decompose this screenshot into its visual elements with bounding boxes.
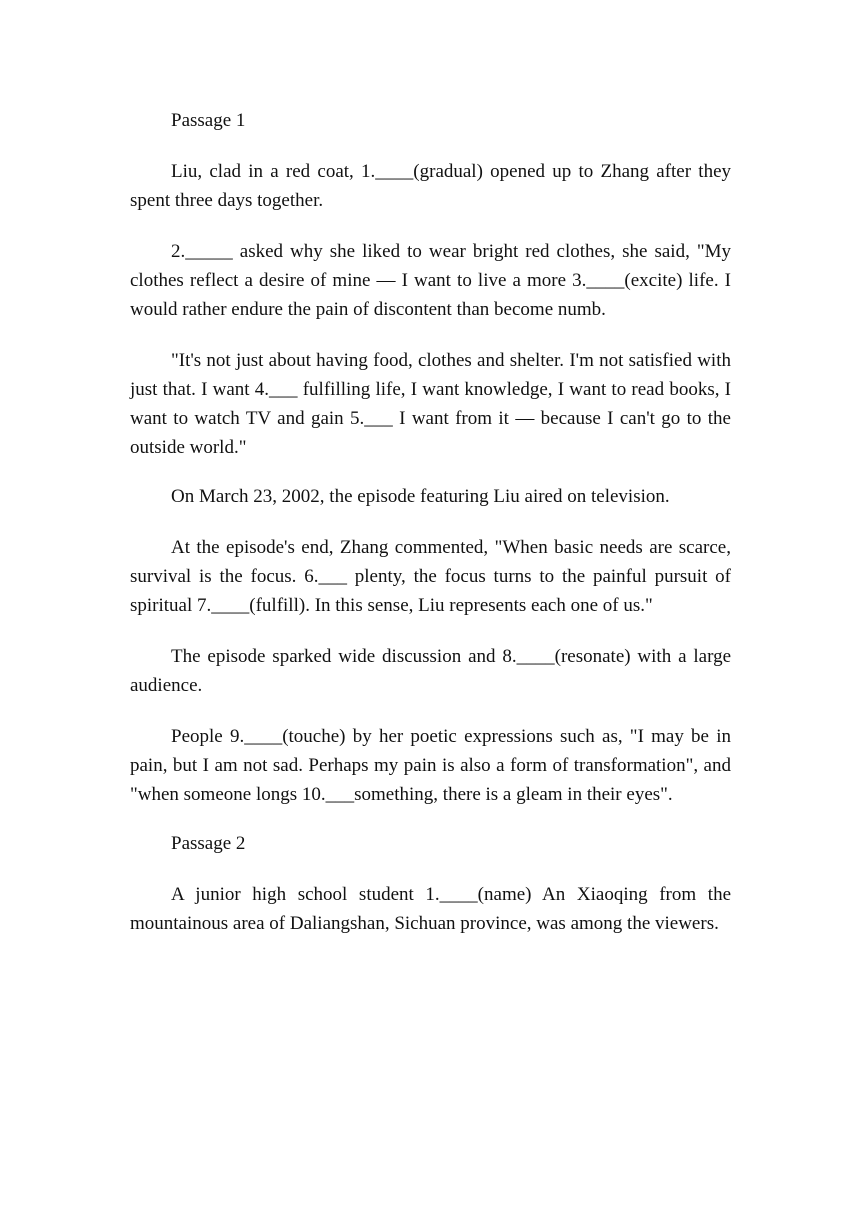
paragraph-2: 2._____ asked why she liked to wear bright red clothes, she said, "My clothes reflect a desire of mine — I want to live a more 3.____(excite) life. I would rather endure the pain of discontent than become numb. (130, 241, 731, 320)
paragraph-3: "It's not just about having food, clothes and shelter. I'm not satisfied with just that. I want 4.___ fulfilling life, I want knowledge, I want to read books, I want to watch TV and gain 5.___ I want from it — because I can't go to the outside world." (130, 350, 731, 458)
paragraph-8: A junior high school student 1.____(name) An Xiaoqing from the mountainous area of Daliangshan, Sichuan province, was among the viewers. (130, 884, 731, 934)
paragraph-6: The episode sparked wide discussion and 8.____(resonate) with a large audience. (130, 646, 731, 696)
paragraph-7: People 9.____(touche) by her poetic expressions such as, "I may be in pain, but I am not sad. Perhaps my pain is also a form of transformation", and "when someone longs 10.___something, there is a gleam in their eyes". (130, 726, 731, 805)
passage-1-heading: Passage 1 (171, 110, 246, 131)
paragraph-5: At the episode's end, Zhang commented, "When basic needs are scarce, survival is the focus. 6.___ plenty, the focus turns to the painful pursuit of spiritual 7.____(fulfill). In this sense, Liu represents each one of us." (130, 537, 731, 616)
document-page (130, 106, 731, 938)
paragraph-4: On March 23, 2002, the episode featuring Liu aired on television. (171, 486, 670, 507)
paragraph-1: Liu, clad in a red coat, 1.____(gradual) opened up to Zhang after they spent three days together. (130, 161, 731, 211)
passage-2-heading: Passage 2 (171, 833, 246, 854)
